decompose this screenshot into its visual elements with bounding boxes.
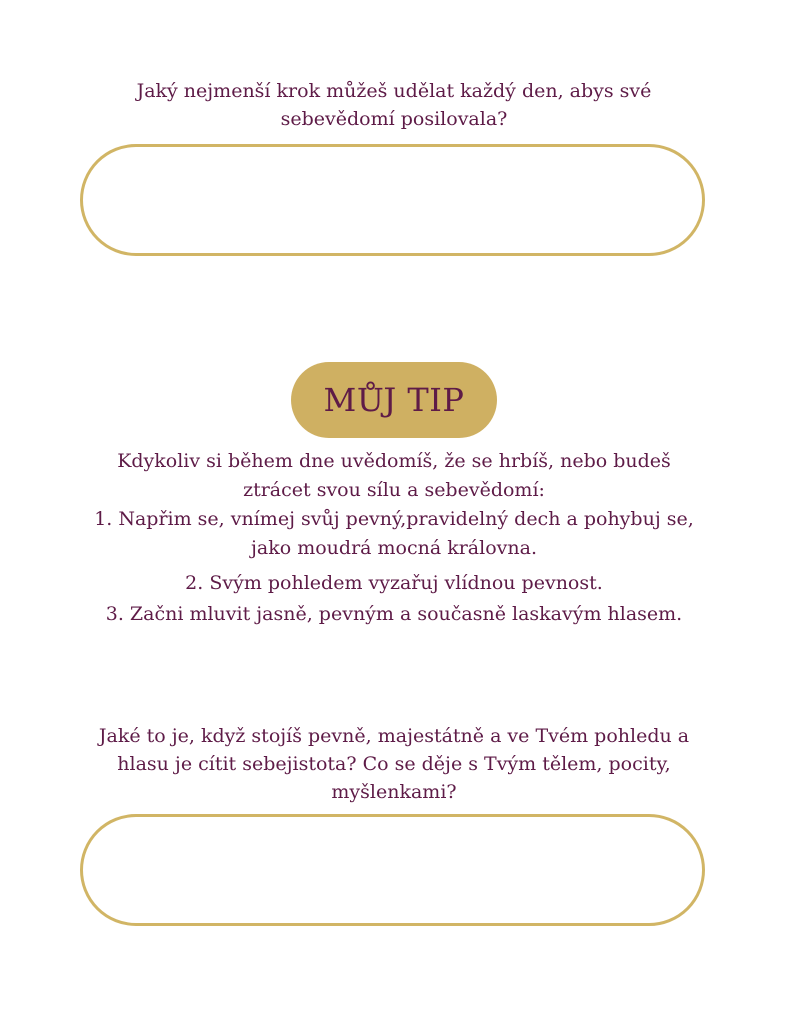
reflection-question-1	[0, 77, 788, 133]
tip-intro-line: ztrácet svou sílu a sebevědomí:	[243, 479, 545, 501]
question-line: hlasu je cítit sebejistota? Co se děje s Tvým tělem, pocity,	[117, 753, 671, 775]
answer-box-2[interactable]	[80, 814, 705, 926]
tip-item-2: 2. Svým pohledem vyzařuj vlídnou pevnost.	[185, 572, 603, 594]
reflection-question-2	[0, 722, 788, 806]
tip-badge: MŮJ TIP	[291, 362, 497, 438]
question-line: Jaké to je, když stojíš pevně, majestátně a ve Tvém pohledu a	[98, 725, 690, 747]
question-line: sebevědomí posilovala?	[280, 108, 508, 130]
answer-box-1[interactable]	[80, 144, 705, 256]
question-line: Jaký nejmenší krok můžeš udělat každý den, abys své	[136, 80, 652, 102]
tip-item-3: 3. Začni mluvit jasně, pevným a současně laskavým hlasem.	[105, 603, 683, 625]
tip-item-1-line: jako moudrá mocná královna.	[251, 537, 537, 559]
tip-body	[0, 447, 788, 629]
tip-item-1-line: 1. Napřim se, vnímej svůj pevný,pravidelný dech a pohybuj se,	[94, 508, 694, 530]
tip-intro-line: Kdykoliv si během dne uvědomíš, že se hrbíš, nebo budeš	[117, 450, 671, 472]
question-line: myšlenkami?	[331, 781, 457, 803]
